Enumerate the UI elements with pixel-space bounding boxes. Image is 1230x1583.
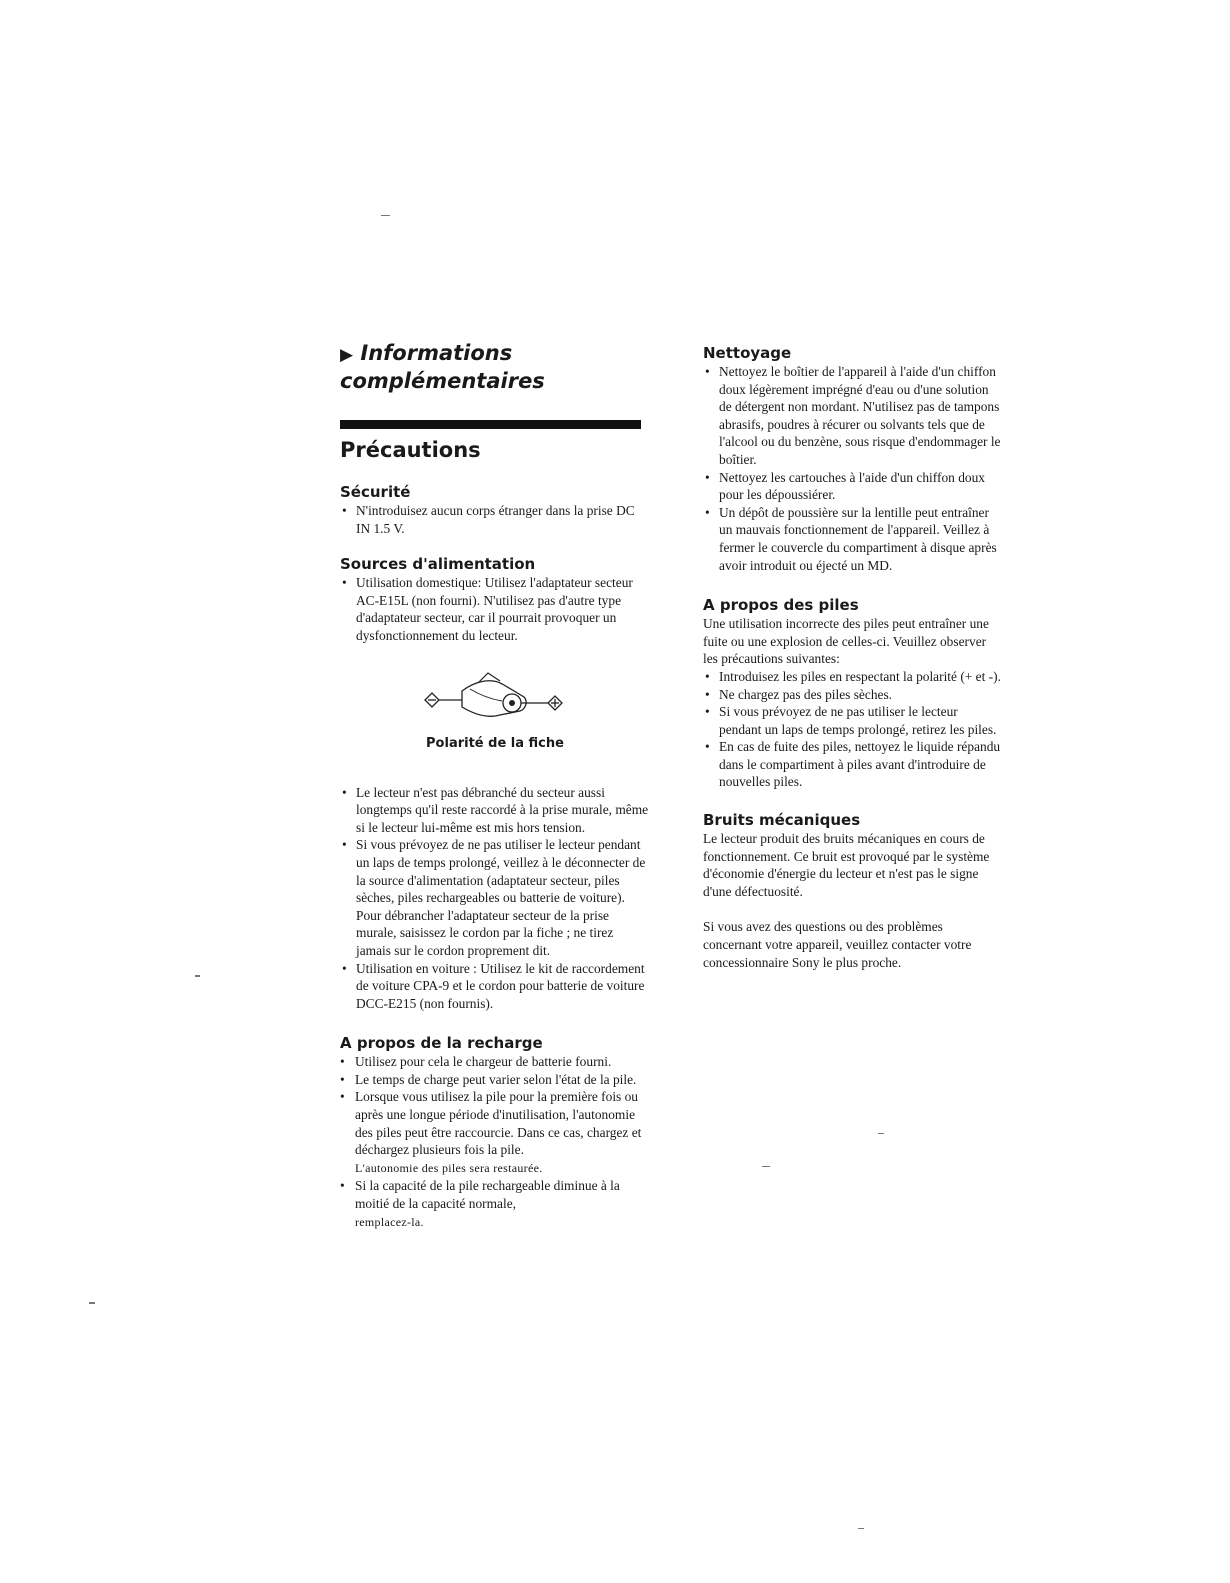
- scan-speck: [878, 1133, 884, 1134]
- chapter-title-line1: Informations: [360, 341, 513, 365]
- list-item: • Nettoyez les cartouches à l'aide d'un chiffon doux pour les dépoussiérer.: [703, 469, 1003, 504]
- nettoyage-list: [703, 363, 1003, 574]
- left-column: [340, 340, 650, 1231]
- list-item: [340, 1053, 650, 1071]
- plug-polarity-icon: [420, 669, 570, 731]
- scan-speck: [381, 215, 390, 216]
- heading-securite: Sécurité: [340, 483, 411, 501]
- heading-recharge: A propos de la recharge: [340, 1034, 543, 1053]
- securite-list: [340, 502, 650, 537]
- list-item-text: Si la capacité de la pile rechargeable diminue à la moitié de la capacité normale,: [355, 1178, 620, 1212]
- sources-list-before: [340, 574, 650, 644]
- list-item: • Utilisation en voiture : Utilisez le kit de raccordement de voiture CPA-9 et le cordon pour batterie de voiture DCC-E215 (non fournis).: [340, 960, 650, 1013]
- recharge-list: [340, 1053, 650, 1231]
- list-item: • Un dépôt de poussière sur la lentille peut entraîner un mauvais fonctionnement de l'appareil. Veillez à fermer le couvercle du compartiment à disque après avoir introduit ou éjecté un MD.: [703, 504, 1003, 574]
- bruits-text: Le lecteur produit des bruits mécaniques en cours de fonctionnement. Ce bruit est provoqué par le système d'économie d'énergie du lecteur et n'est pas le signe d'une défectuosité.: [703, 831, 990, 899]
- list-item: • Nettoyez le boîtier de l'appareil à l'aide d'un chiffon doux légèrement imprégné d'eau ou d'une solution de détergent non mordant. N'utilisez pas de tampons abrasifs, poudres à récurer ou solvants tels que de l'alcool ou du benzène, sous risque d'endommager le boîtier.: [703, 363, 1003, 469]
- list-item-text: Lorsque vous utilisez la pile pour la première fois ou après une longue période d'inutilisation, l'autonomie des piles peut être raccourcie. Dans ce cas, chargez et déchargez plusieurs fois la pile.: [355, 1089, 642, 1158]
- list-item: • N'introduisez aucun corps étranger dans la prise DC IN 1.5 V.: [340, 502, 650, 537]
- list-item: • Utilisation domestique: Utilisez l'adaptateur secteur AC-E15L (non fourni). N'utilisez pas d'autre type d'adaptateur secteur, car il pourrait provoquer un dysfonctionnement du lecteur.: [340, 574, 650, 644]
- list-item-text: Le temps de charge peut varier selon l'état de la pile.: [355, 1071, 637, 1087]
- scan-speck: [858, 1528, 864, 1529]
- list-item: • Ne chargez pas des piles sèches.: [703, 686, 1003, 704]
- figure-caption: Polarité de la fiche: [426, 735, 564, 751]
- heading-bruits: Bruits mécaniques: [703, 811, 861, 830]
- right-column: [703, 340, 1003, 971]
- piles-list: [703, 668, 1003, 791]
- scan-speck: [762, 1166, 770, 1167]
- list-item: • Si vous prévoyez de ne pas utiliser le lecteur pendant un laps de temps prolongé, retirez les piles.: [703, 703, 1003, 738]
- contact-text: Si vous avez des questions ou des problèmes concernant votre appareil, veuillez contacter votre concessionnaire Sony le plus proche.: [703, 919, 972, 970]
- list-item: • Introduisez les piles en respectant la polarité (+ et -).: [703, 668, 1003, 686]
- list-item-text: Utilisez pour cela le chargeur de batterie fourni.: [355, 1054, 612, 1070]
- list-item: [340, 1088, 650, 1177]
- chapter-title-line2: complémentaires: [340, 369, 545, 393]
- scan-speck: [195, 975, 200, 977]
- list-item: [340, 1071, 650, 1089]
- sources-list-after: [340, 784, 650, 1013]
- section-rule: [340, 420, 641, 429]
- list-item-note: L'autonomie des piles sera restaurée.: [355, 1160, 543, 1175]
- list-item: • Le lecteur n'est pas débranché du secteur aussi longtemps qu'il reste raccordé à la prise murale, même si le lecteur lui-même est mis hors tension.: [340, 784, 650, 837]
- chapter-marker: ▶: [340, 345, 354, 365]
- list-item: • En cas de fuite des piles, nettoyez le liquide répandu dans le compartiment à piles avant d'introduire de nouvelles piles.: [703, 738, 1003, 791]
- heading-sources: Sources d'alimentation: [340, 555, 536, 574]
- piles-intro: Une utilisation incorrecte des piles peut entraîner une fuite ou une explosion de celles-ci. Veuillez observer les précautions suivantes:: [703, 616, 989, 667]
- heading-nettoyage: Nettoyage: [703, 344, 792, 362]
- list-item: • Si vous prévoyez de ne pas utiliser le lecteur pendant un laps de temps prolongé, veillez à le déconnecter de la source d'alimentation (adaptateur secteur, piles sèches, piles rechargeables ou batterie de voiture). Pour débrancher l'adaptateur secteur de la prise murale, saisissez le cordon par la fiche ; ne tirez jamais sur le cordon proprement dit.: [340, 836, 650, 959]
- plug-polarity-figure: [340, 669, 650, 752]
- chapter-title: [340, 340, 650, 394]
- list-item-note: remplacez-la.: [355, 1214, 424, 1229]
- section-title: Précautions: [340, 438, 481, 462]
- scan-speck: [89, 1302, 95, 1304]
- list-item: [340, 1177, 650, 1231]
- heading-piles: A propos des piles: [703, 596, 859, 615]
